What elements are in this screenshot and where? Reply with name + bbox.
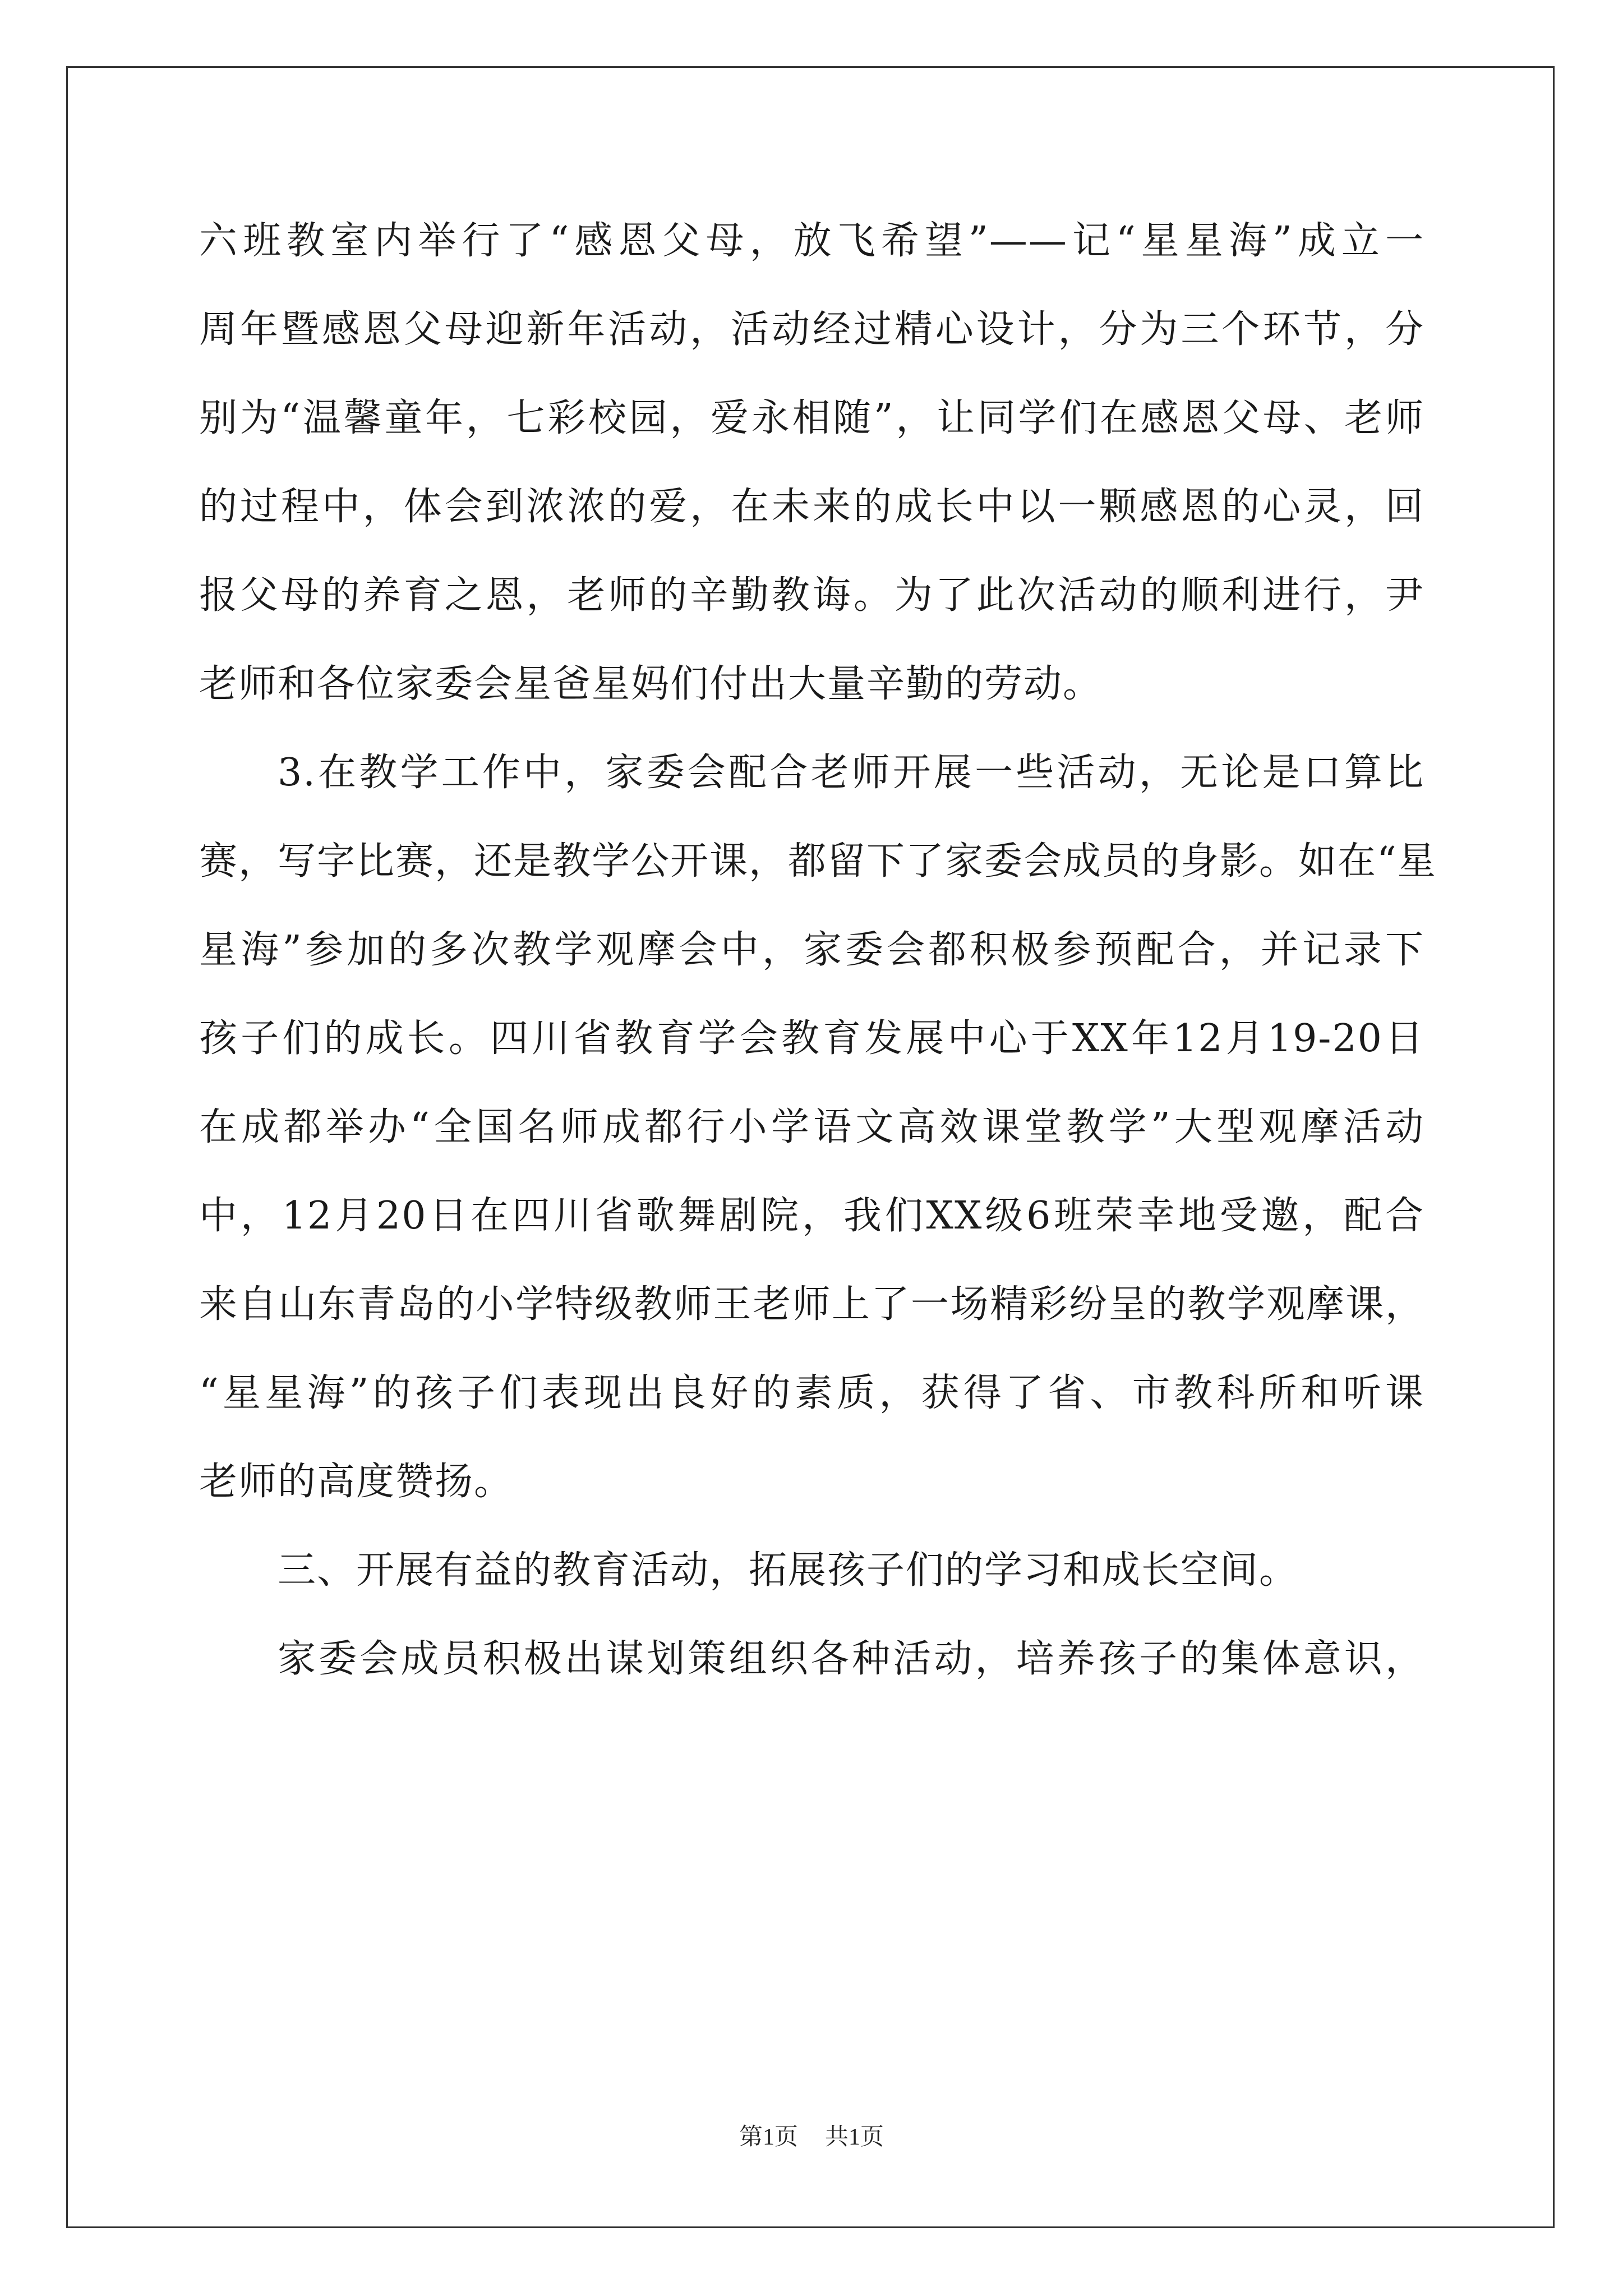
- paragraph-line: 老师的高度赞扬。: [199, 1460, 514, 1504]
- paragraph-line: 3.在教学工作中，家委会配合老师开展一些活动，无论是口算比: [278, 751, 1424, 795]
- paragraph-line: 中，12月20日在四川省歌舞剧院，我们XX级6班荣幸地受邀，配合: [199, 1194, 1424, 1238]
- paragraph-line: 来自山东青岛的小学特级教师王老师上了一场精彩纷呈的教学观摩课，: [199, 1282, 1424, 1327]
- paragraph-line: 周年暨感恩父母迎新年活动，活动经过精心设计，分为三个环节，分: [199, 307, 1424, 352]
- page-number-current: 第1页: [739, 2124, 798, 2150]
- paragraph-line: 别为“温馨童年，七彩校园，爱永相随”，让同学们在感恩父母、老师: [199, 396, 1424, 440]
- paragraph-line: 的过程中，体会到浓浓的爱，在未来的成长中以一颗感恩的心灵，回: [199, 485, 1424, 529]
- paragraph-line: 报父母的养育之恩，老师的辛勤教诲。为了此次活动的顺利进行，尹: [199, 573, 1424, 618]
- paragraph-line: 在成都举办“全国名师成都行小学语文高效课堂教学”大型观摩活动: [199, 1105, 1424, 1149]
- page-footer: [0, 2120, 1623, 2154]
- paragraph-line: 赛，写字比赛，还是教学公开课，都留下了家委会成员的身影。如在“星: [199, 839, 1437, 884]
- paragraph-line: 孩子们的成长。四川省教育学会教育发展中心于XX年12月19-20日: [199, 1016, 1424, 1061]
- paragraph-line: 家委会成员积极出谋划策组织各种活动，培养孩子的集体意识，: [278, 1637, 1424, 1681]
- section-heading: 三、开展有益的教育活动，拓展孩子们的学习和成长空间。: [278, 1548, 1299, 1593]
- page-number-total: 共1页: [825, 2124, 884, 2150]
- document-body: [199, 208, 1437, 1714]
- paragraph-line: “星星海”的孩子们表现出良好的素质，获得了省、市教科所和听课: [199, 1371, 1424, 1415]
- paragraph-line: 六班教室内举行了“感恩父母，放飞希望”——记“星星海”成立一: [199, 219, 1424, 263]
- paragraph-line: 老师和各位家委会星爸星妈们付出大量辛勤的劳动。: [199, 662, 1103, 706]
- paragraph-line: 星海”参加的多次教学观摩会中，家委会都积极参预配合，并记录下: [199, 928, 1424, 972]
